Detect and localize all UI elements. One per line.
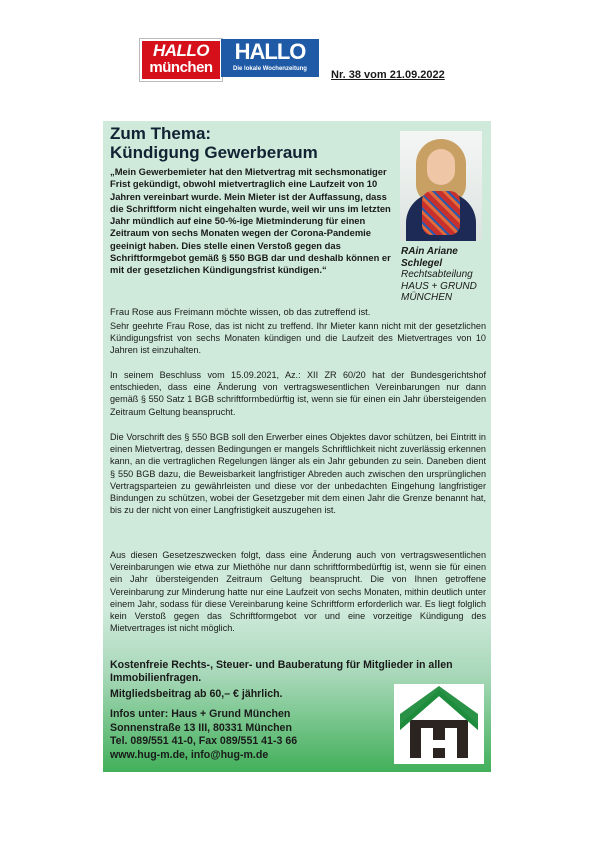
contact-line-2: Sonnenstraße 13 III, 80331 München [110,721,292,734]
question-by: Frau Rose aus Freimann möchte wissen, ob das zutreffend ist. [110,306,371,317]
logo-red-line1: HALLO [152,41,210,60]
membership-offer: Kostenfreie Rechts-, Steuer- und Bauberatung für Mitglieder in allen Immobilienfragen. [110,659,453,684]
author-name-line1: RAin Ariane [401,246,458,257]
issue-date: Nr. 38 vom 21.09.2022 [331,69,445,81]
logo-blue-line1: HALLO [234,39,306,64]
logo-blue-line2: Die lokale Wochenzeitung [233,66,307,72]
author-name-line2: Schlegel [401,257,443,269]
reader-question: „Mein Gewerbemieter hat den Mietvertrag mit sechsmonatiger Frist gekündigt, obwohl mietvertraglich eine Laufzeit von 10 Jahren vereinbart wurde. Mein Mieter ist der Auffassung, dass die Schriftform nicht eingehalten wurde, weil wir uns im letzten Jahr mündlich auf eine 50-%-ige Mietminderung für einen Zeitraum von sechs Monaten wegen der Corona-Pandemie geeinigt haben. Dies stelle einen Verstoß gegen das Schriftformgebot gemäß § 550 BGB dar und deshalb können er mit der gesetzlichen Kündigungsfrist kündigen.“ [110,166,391,276]
hallo-wochenzeitung-logo [221,39,319,77]
contact-line-4: www.hug-m.de, info@hug-m.de [110,748,269,761]
article-title-line2: Kündigung Gewerberaum [110,143,318,162]
author-org-line1: HAUS + GRUND [401,280,477,292]
answer-paragraph-3: Die Vorschrift des § 550 BGB soll den Erwerber eines Objektes davor schützen, bei Eintritt in einen Mietvertrag, dessen Bedingungen er mangels Schriftlichkeit nicht zuverlässig erkennen kann, an die vertraglichen Regelungen länger als ein Jahr gebunden zu sein. Daneben dient § 550 BGB dazu, die Beweisbarkeit langfristiger Abreden auch zwischen den ursprünglichen Vertragsparteien zu gewährleisten und diese vor der unbedachten Eingehung langfristiger Bindungen zu schützen, wobei der Gesetzgeber mit dem einen Jahr die Grenze benannt hat, bis zu der nicht von einer Langfristigkeit auszugehen ist. [110,432,486,516]
author-org-line2: MÜNCHEN [401,292,453,303]
answer-paragraph-1: Sehr geehrte Frau Rose, das ist nicht zu treffend. Ihr Mieter kann nicht mit der gesetzlichen Kündigungsfrist von sechs Monaten kündigen und die Laufzeit des Mietvertrages von 10 Jahren ist einzuhalten. [110,321,486,356]
haus-und-grund-logo [394,684,484,764]
logo-red-line2: münchen [149,59,213,76]
author-photo [400,131,482,241]
article-title-line1: Zum Thema: [110,124,212,143]
contact-info [110,708,297,762]
answer-paragraph-4: Aus diesen Gesetzeszwecken folgt, dass eine Änderung auch von vertragswesentlichen Vereinbarungen wie etwa zur Miethöhe nur dann schriftformbedürftig ist, wenn sie für einen ein Jahr übersteigenden Zeitraum Geltung beansprucht. Die von Ihnen getroffene Vereinbarung zur Minderung hatte nur eine Laufzeit von sechs Monaten, mithin deutlich unter einem Jahr, sodass für diese Vereinbarung keine Schriftform erforderlich war. Es liegt folglich kein Verstoß gegen das Schriftformgebot vor und eine vorzeitige Kündigung des Mietvertrages ist nicht möglich. [110,550,486,634]
contact-line-1: Infos unter: Haus + Grund München [110,708,291,720]
author-department: Rechtsabteilung [401,269,473,280]
author-caption [401,246,477,304]
hallo-muenchen-logo [140,39,222,81]
contact-line-3: Tel. 089/551 41-0, Fax 089/551 41-3 66 [110,735,298,747]
answer-paragraph-2: In seinem Beschluss vom 15.09.2021, Az.: XII ZR 60/20 hat der Bundesgerichtshof entschieden, dass eine Änderung von vertragswesentlichen Vereinbarungen nur dann gemäß § 550 Satz 1 BGB schriftformbedürftig ist, wenn sie für einen ein Jahr übersteigenden Zeitraum Geltung beansprucht. [110,370,486,417]
membership-fee: Mitgliedsbeitrag ab 60,– € jährlich. [110,688,283,700]
